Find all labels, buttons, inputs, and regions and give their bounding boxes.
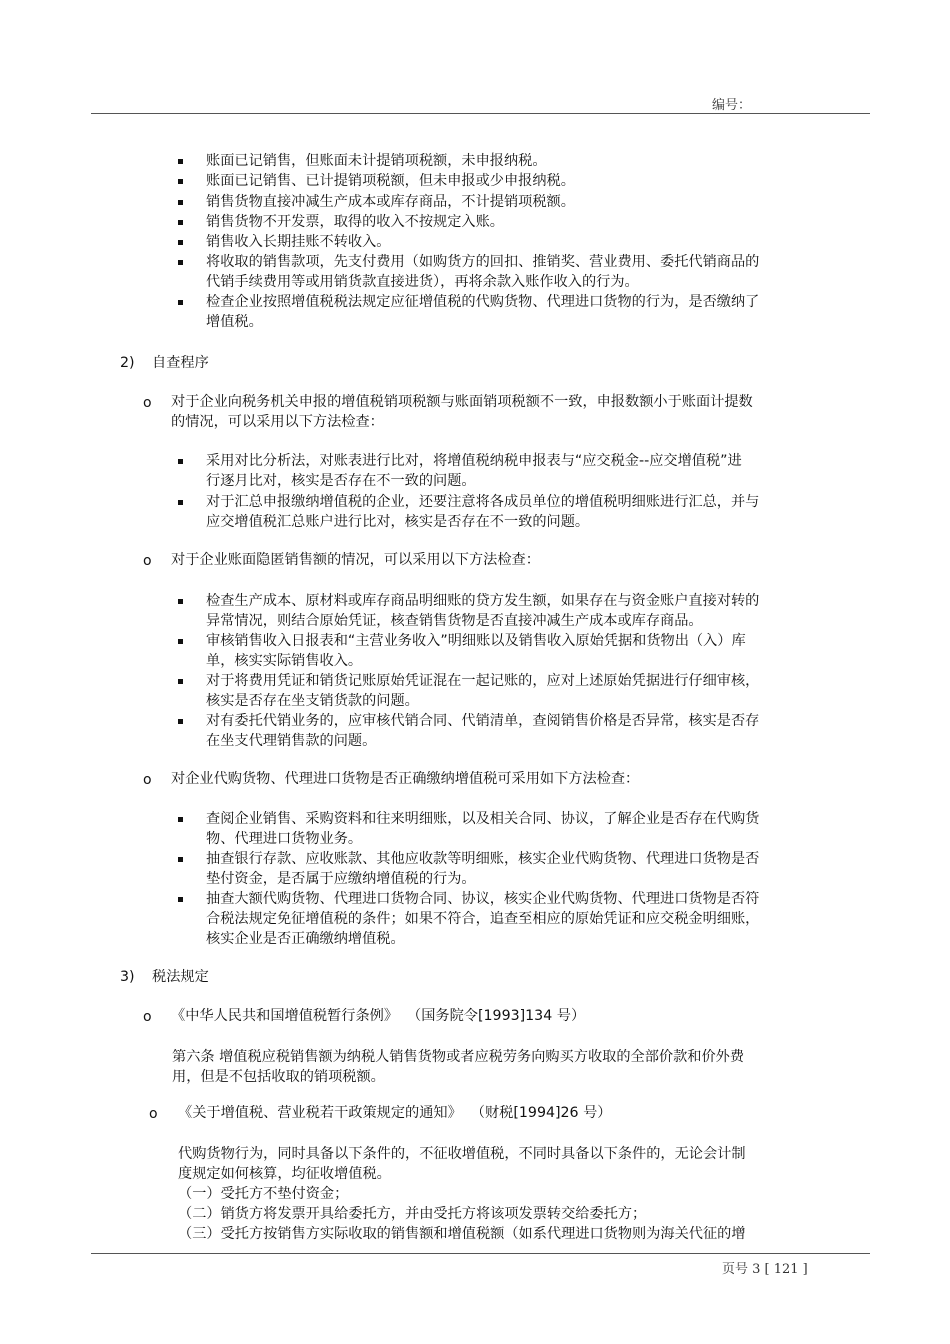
bullet-square bbox=[178, 817, 183, 822]
list-item-text: 代销手续费用等或用销货款直接进货），再将余款入账作收入的行为。 bbox=[206, 274, 639, 290]
law-title: 《中华人民共和国增值税暂行条例》 bbox=[171, 1008, 399, 1024]
footer-rule bbox=[91, 1253, 870, 1254]
o-marker: o bbox=[143, 1009, 152, 1025]
list-item-text: 增值税。 bbox=[206, 314, 263, 330]
section-title: 税法规定 bbox=[152, 969, 209, 985]
list-item-text: 应交增值税汇总账户进行比对，核实是否存在不一致的问题。 bbox=[206, 514, 590, 530]
law-article-line: （一）受托方不垫付资金； bbox=[178, 1186, 349, 1202]
law-article-line: （三）受托方按销售方实际收取的销售额和增值税额（如系代理进口货物则为海关代征的增 bbox=[178, 1226, 746, 1242]
law-article-line: 代购货物行为，同时具备以下条件的，不征收增值税，不同时具备以下条件的，无论会计制 bbox=[178, 1146, 746, 1162]
bullet-square bbox=[178, 200, 183, 205]
law-article-line: 用，但是不包括收取的销项税额。 bbox=[172, 1069, 385, 1085]
bullet-square bbox=[178, 679, 183, 684]
bullet-square bbox=[178, 459, 183, 464]
bullet-square bbox=[178, 639, 183, 644]
section-heading bbox=[120, 968, 209, 987]
list-item-text: 对于汇总申报缴纳增值税的企业，还要注意将各成员单位的增值税明细账进行汇总，并与 bbox=[206, 494, 760, 510]
list-item-text: 对有委托代销业务的，应审核代销合同、代销清单，查阅销售价格是否异常，核实是否存 bbox=[206, 713, 760, 729]
bullet-square bbox=[178, 857, 183, 862]
list-item-text: 物、代理进口货物业务。 bbox=[206, 831, 363, 847]
list-item-text: 销售货物直接冲减生产成本或库存商品，不计提销项税额。 bbox=[206, 194, 575, 210]
list-item-text: 查阅企业销售、采购资料和往来明细账，以及相关合同、协议，了解企业是否存在代购货 bbox=[206, 811, 760, 827]
bullet-square bbox=[178, 260, 183, 265]
bullet-square bbox=[178, 719, 183, 724]
list-item-text: 合税法规定免征增值税的条件；如果不符合，追查至相应的原始凭证和应交税金明细账， bbox=[206, 911, 760, 927]
section-heading bbox=[120, 354, 209, 373]
bullet-square bbox=[178, 179, 183, 184]
section-number: 2) bbox=[120, 355, 135, 371]
law-reference bbox=[171, 1007, 861, 1026]
o-marker: o bbox=[143, 395, 152, 411]
sub-item-text: 对于企业向税务机关申报的增值税销项税额与账面销项税额不一致，申报数额小于账面计提数 bbox=[171, 394, 753, 410]
list-item-text: 垫付资金，是否属于应缴纳增值税的行为。 bbox=[206, 871, 476, 887]
list-item-text: 抽查大额代购货物、代理进口货物合同、协议，核实企业代购货物、代理进口货物是否符 bbox=[206, 891, 760, 907]
list-item-text: 在坐支代理销售款的问题。 bbox=[206, 733, 377, 749]
law-article-line: 度规定如何核算，均征收增值税。 bbox=[178, 1166, 391, 1182]
list-item-text: 核实是否存在坐支销货款的问题。 bbox=[206, 693, 419, 709]
list-item-text: 销售货物不开发票，取得的收入不按规定入账。 bbox=[206, 214, 504, 230]
header-rule bbox=[91, 113, 870, 114]
list-item-text: 采用对比分析法，对账表进行比对，将增值税纳税申报表与“应交税金--应交增值税”进 bbox=[206, 453, 742, 469]
list-item-text: 抽查银行存款、应收账款、其他应收款等明细账，核实企业代购货物、代理进口货物是否 bbox=[206, 851, 760, 867]
bullet-square bbox=[178, 159, 183, 164]
sub-item-text: 的情况，可以采用以下方法检查： bbox=[171, 414, 384, 430]
list-item-text: 核实企业是否正确缴纳增值税。 bbox=[206, 931, 405, 947]
list-item-text: 检查生产成本、原材料或库存商品明细账的贷方发生额，如果存在与资金账户直接对转的 bbox=[206, 593, 760, 609]
list-item-text: 单，核实实际销售收入。 bbox=[206, 653, 363, 669]
bullet-square bbox=[178, 300, 183, 305]
list-item-text: 异常情况，则结合原始凭证，核查销售货物是否直接冲减生产成本或库存商品。 bbox=[206, 613, 703, 629]
bullet-square bbox=[178, 500, 183, 505]
sub-item-text: 对于企业账面隐匿销售额的情况，可以采用以下方法检查： bbox=[171, 552, 540, 568]
law-ref: （财税[1994]26 号） bbox=[470, 1105, 612, 1121]
bullet-square bbox=[178, 240, 183, 245]
list-item-text: 销售收入长期挂账不转收入。 bbox=[206, 234, 391, 250]
law-ref: （国务院令[1993]134 号） bbox=[407, 1008, 586, 1024]
section-number: 3) bbox=[120, 969, 135, 985]
o-marker: o bbox=[143, 772, 152, 788]
list-item-text: 对于将费用凭证和销货记账原始凭证混在一起记账的，应对上述原始凭据进行仔细审核， bbox=[206, 673, 760, 689]
section-title: 自查程序 bbox=[152, 355, 209, 371]
o-marker: o bbox=[143, 553, 152, 569]
law-article-line: （二）销货方将发票开具给委托方，并由受托方将该项发票转交给委托方； bbox=[178, 1206, 647, 1222]
list-item-text: 行逐月比对，核实是否存在不一致的问题。 bbox=[206, 473, 476, 489]
law-reference bbox=[178, 1104, 868, 1123]
list-item-text: 将收取的销售款项，先支付费用（如购货方的回扣、推销奖、营业费用、委托代销商品的 bbox=[206, 254, 760, 270]
bullet-square bbox=[178, 220, 183, 225]
list-item-text: 审核销售收入日报表和“主营业务收入”明细账以及销售收入原始凭据和货物出（入）库 bbox=[206, 633, 746, 649]
page-number: 页号 3 [ 121 ] bbox=[722, 1262, 808, 1277]
list-item-text: 账面已记销售、已计提销项税额，但未申报或少申报纳税。 bbox=[206, 173, 575, 189]
page-header-number: 编号： bbox=[712, 98, 752, 113]
list-item-text: 账面已记销售，但账面未计提销项税额，未申报纳税。 bbox=[206, 153, 547, 169]
o-marker: o bbox=[149, 1106, 158, 1122]
bullet-square bbox=[178, 599, 183, 604]
sub-item-text: 对企业代购货物、代理进口货物是否正确缴纳增值税可采用如下方法检查： bbox=[171, 771, 640, 787]
law-title: 《关于增值税、营业税若干政策规定的通知》 bbox=[178, 1105, 462, 1121]
list-item-text: 检查企业按照增值税税法规定应征增值税的代购货物、代理进口货物的行为，是否缴纳了 bbox=[206, 294, 760, 310]
bullet-square bbox=[178, 897, 183, 902]
law-article-line: 第六条 增值税应税销售额为纳税人销售货物或者应税劳务向购买方收取的全部价款和价外费 bbox=[172, 1049, 745, 1065]
